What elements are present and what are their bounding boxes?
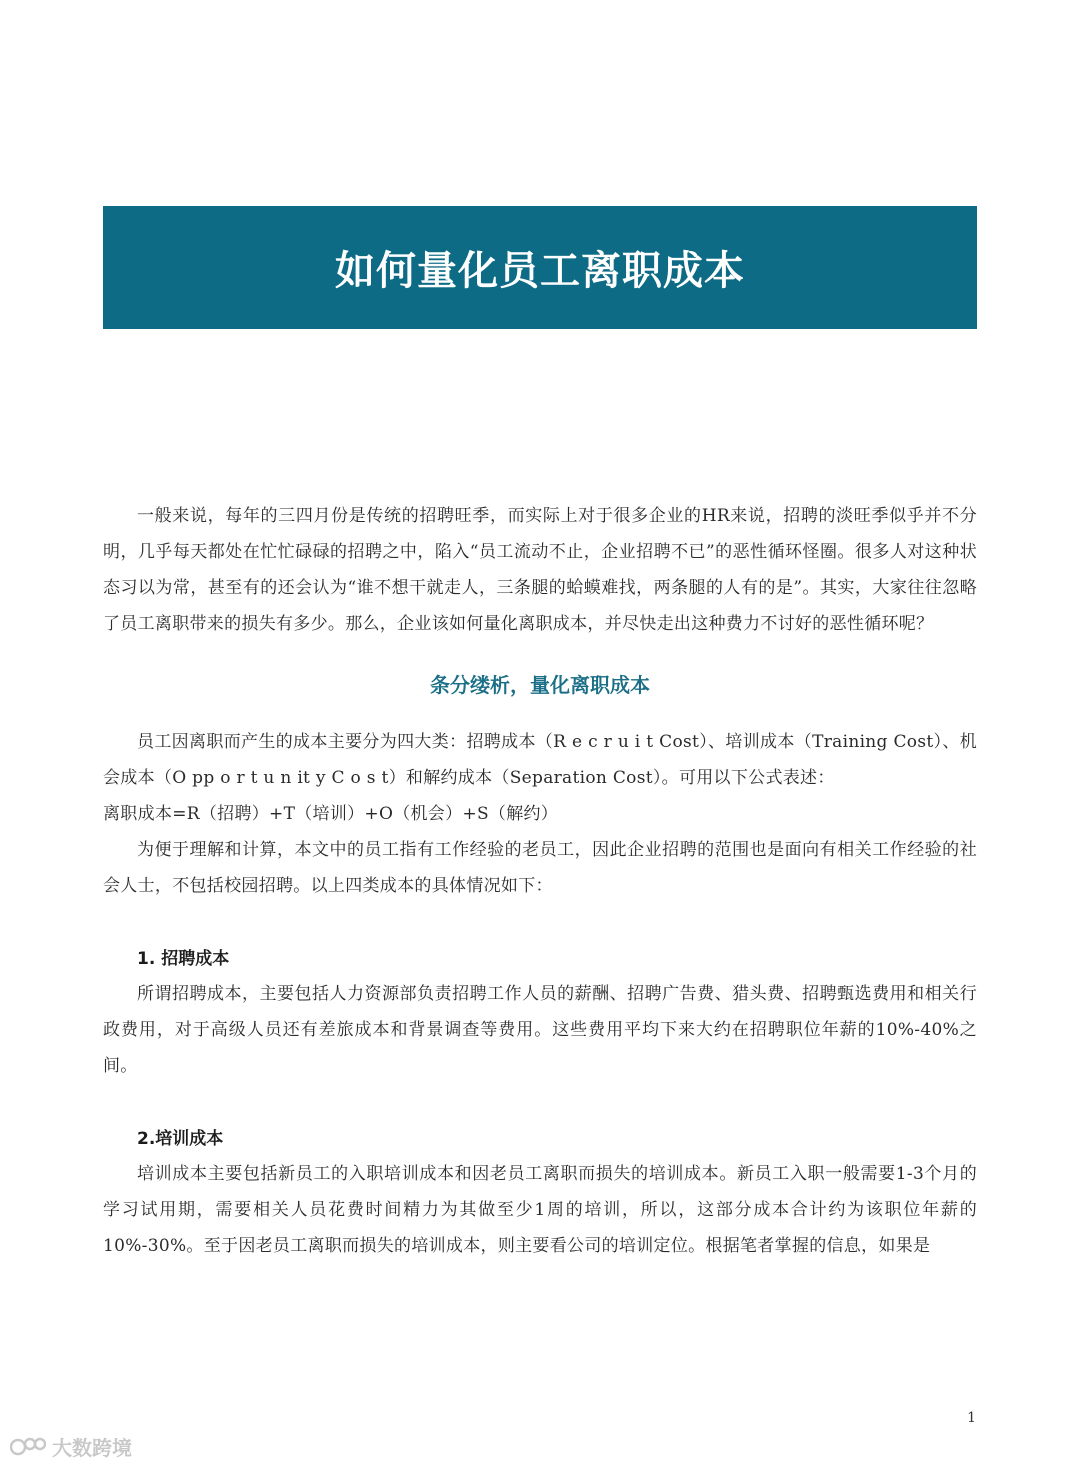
- categories-paragraph: 员工因离职而产生的成本主要分为四大类：招聘成本（R e c r u i t Cost）、培训成本（Training Cost）、机会成本（O pp o r t u n it y C o s t）和解约成本（Separation Cost）。可用以下公式表述：: [103, 732, 977, 788]
- training-cost-paragraph: 培训成本主要包括新员工的入职培训成本和因老员工离职而损失的培训成本。新员工入职一般需要1-3个月的学习试用期，需要相关人员花费时间精力为其做至少1周的培训，所以，这部分成本合计约为该职位年薪的10%-30%。至于因老员工离职而损失的培训成本，则主要看公司的培训定位。根据笔者掌握的信息，如果是: [103, 1164, 977, 1256]
- title-banner: [103, 206, 977, 329]
- watermark-text: 大数跨境: [52, 1436, 132, 1460]
- page-title: 如何量化员工离职成本: [335, 248, 745, 294]
- article-body: [103, 498, 977, 1264]
- watermark: [10, 1432, 132, 1461]
- recruit-cost-heading: 1. 招聘成本: [137, 949, 230, 969]
- page-number: 1: [967, 1410, 976, 1426]
- recruit-cost-paragraph: 所谓招聘成本，主要包括人力资源部负责招聘工作人员的薪酬、招聘广告费、猎头费、招聘甄选费用和相关行政费用，对于高级人员还有差旅成本和背景调查等费用。这些费用平均下来大约在招聘职位年薪的10%-40%之间。: [103, 984, 977, 1076]
- training-cost-heading: 2.培训成本: [137, 1129, 224, 1149]
- intro-paragraph: 一般来说，每年的三四月份是传统的招聘旺季，而实际上对于很多企业的HR来说，招聘的淡旺季似乎并不分明，几乎每天都处在忙忙碌碌的招聘之中，陷入“员工流动不止，企业招聘不已”的恶性循环怪圈。很多人对这种状态习以为常，甚至有的还会认为“谁不想干就走人，三条腿的蛤蟆难找，两条腿的人有的是”。其实，大家往往忽略了员工离职带来的损失有多少。那么，企业该如何量化离职成本，并尽快走出这种费力不讨好的恶性循环呢？: [103, 506, 977, 634]
- formula-line: 离职成本=R（招聘）+T（培训）+O（机会）+S（解约）: [103, 804, 559, 824]
- watermark-logo-icon: [10, 1435, 46, 1459]
- section-heading: 条分缕析，量化离职成本: [430, 673, 650, 697]
- scope-paragraph: 为便于理解和计算，本文中的员工指有工作经验的老员工，因此企业招聘的范围也是面向有相关工作经验的社会人士，不包括校园招聘。以上四类成本的具体情况如下：: [103, 840, 977, 896]
